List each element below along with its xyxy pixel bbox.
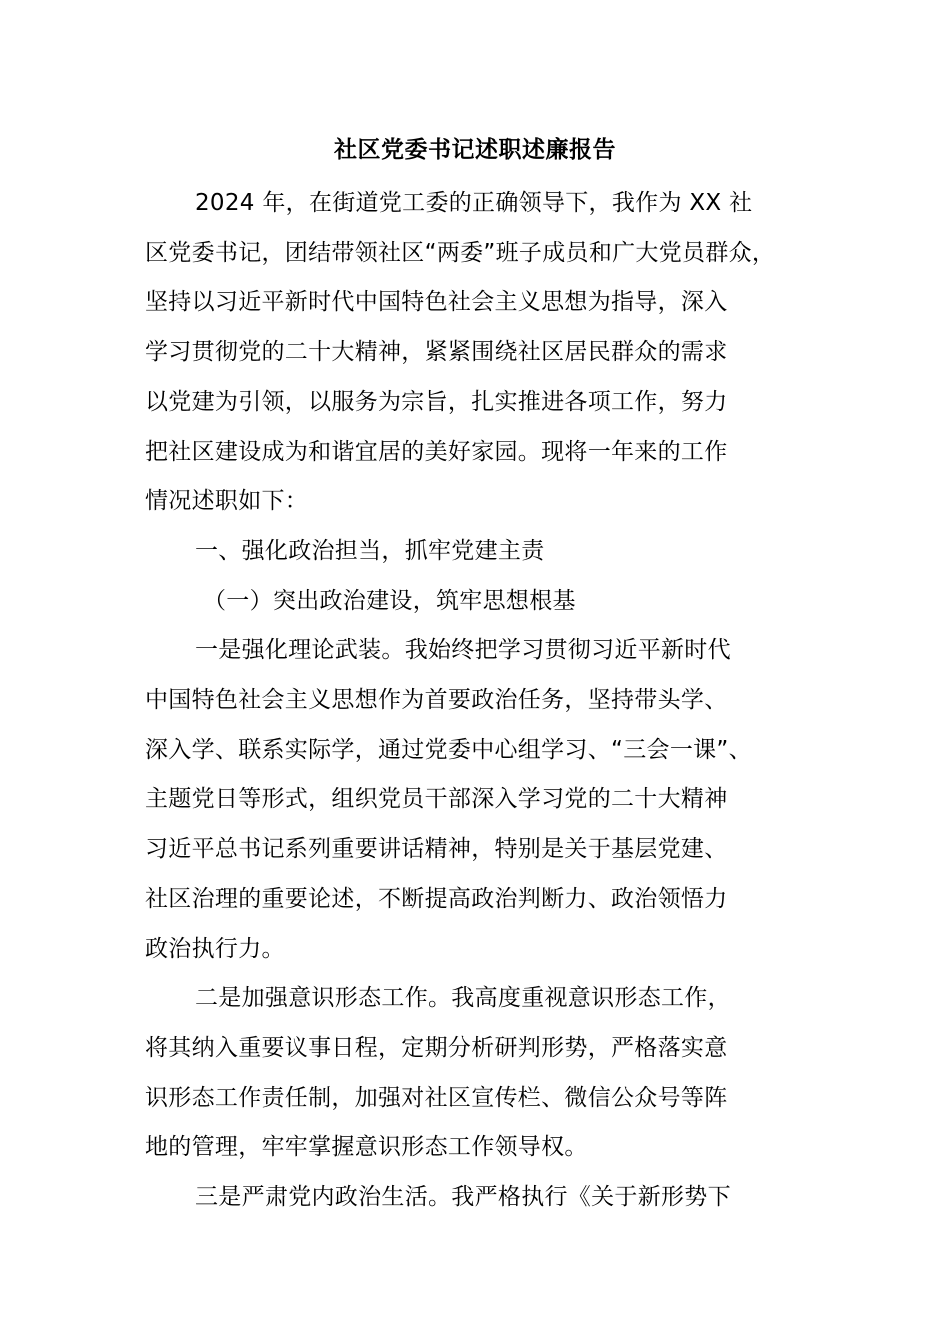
paragraph-line: 深入学、联系实际学，通过党委中心组学习、“三会一课”、 — [145, 736, 752, 763]
paragraph-line: 地的管理，牢牢掌握意识形态工作领导权。 — [145, 1134, 588, 1161]
paragraph-line: 一是强化理论武装。我始终把学习贯彻习近平新时代 — [195, 637, 731, 664]
paragraph-line: 以党建为引领，以服务为宗旨，扎实推进各项工作，努力 — [145, 388, 728, 415]
paragraph-line: 习近平总书记系列重要讲话精神，特别是关于基层党建、 — [145, 836, 728, 863]
paragraph-line: 学习贯彻党的二十大精神，紧紧围绕社区居民群众的需求 — [145, 339, 728, 366]
paragraph-line: 政治执行力。 — [145, 935, 285, 962]
paragraph-line: 将其纳入重要议事日程，定期分析研判形势，严格落实意 — [145, 1034, 728, 1061]
subsection-heading: （一）突出政治建设，筑牢思想根基 — [203, 587, 576, 614]
paragraph-line: 区党委书记，团结带领社区“两委”班子成员和广大党员群众， — [145, 239, 776, 266]
paragraph-line: 三是严肃党内政治生活。我严格执行《关于新形势下 — [195, 1184, 731, 1211]
document-body — [145, 179, 835, 1223]
paragraph-line: 识形态工作责任制，加强对社区宣传栏、微信公众号等阵 — [145, 1084, 728, 1111]
paragraph-line: 中国特色社会主义思想作为首要政治任务，坚持带头学、 — [145, 687, 728, 714]
section-heading: 一、强化政治担当，抓牢党建主责 — [195, 537, 545, 564]
paragraph-line: 二是加强意识形态工作。我高度重视意识形态工作， — [195, 985, 731, 1012]
document-title: 社区党委书记述职述廉报告 — [334, 137, 616, 163]
paragraph-line: 坚持以习近平新时代中国特色社会主义思想为指导，深入 — [145, 289, 728, 316]
paragraph-line: 把社区建设成为和谐宜居的美好家园。现将一年来的工作 — [145, 438, 728, 465]
paragraph-line: 情况述职如下： — [145, 488, 309, 515]
paragraph-line: 主题党日等形式，组织党员干部深入学习党的二十大精神 — [145, 786, 728, 813]
paragraph-line: 2024 年，在街道党工委的正确领导下，我作为 XX 社 — [195, 190, 753, 216]
paragraph-line: 社区治理的重要论述，不断提高政治判断力、政治领悟力 — [145, 885, 728, 912]
